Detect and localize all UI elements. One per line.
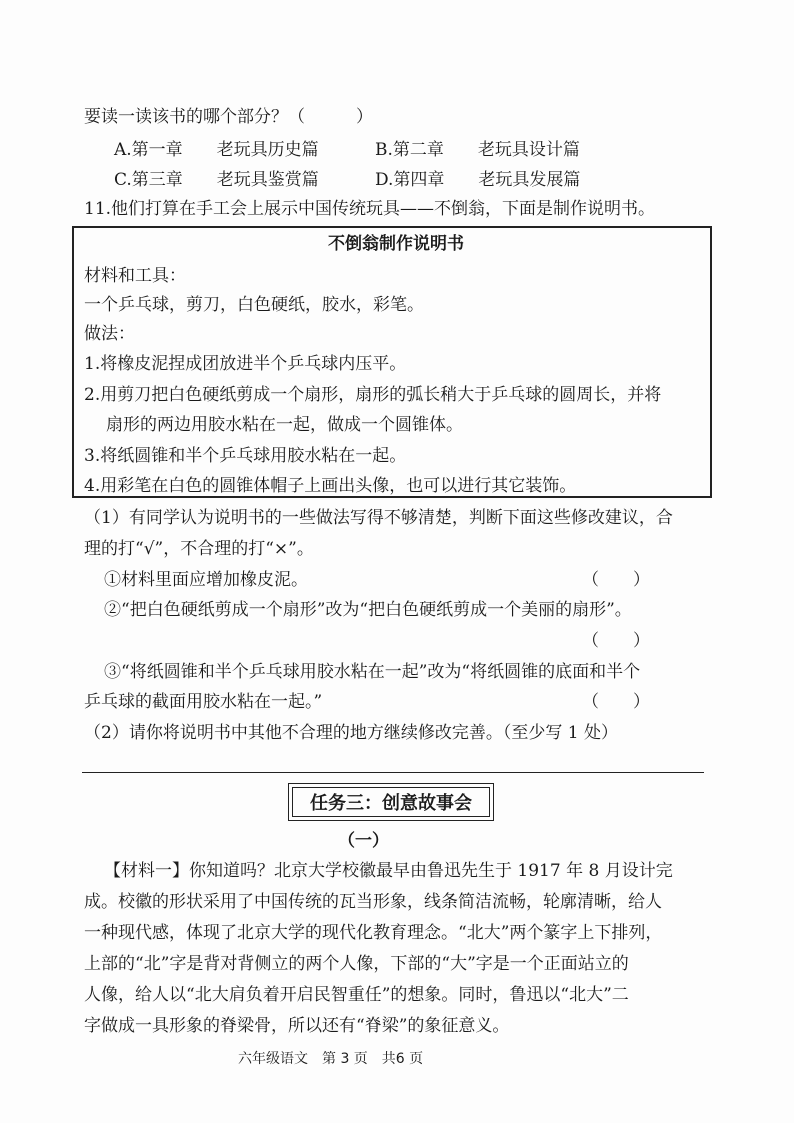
suggestion-2-answer-paren[interactable]: （ ） [582,631,650,651]
task3-title-box [288,783,494,821]
suggestion-3-line-1: ③“将纸圆锥和半个乒乓球用胶水粘在一起”改为“将纸圆锥的底面和半个 [104,662,641,682]
material1-line-5: 人像，给人以“北大肩负着开启民智重任”的想象。同时，鲁迅以“北大”二 [84,985,629,1005]
q11-stem: 11.他们打算在手工会上展示中国传统玩具——不倒翁，下面是制作说明书。 [84,199,656,219]
suggestion-1-answer-paren[interactable]: （ ） [582,570,650,590]
material1-line-3: 一种现代感，体现了北京大学的现代化教育理念。“北大”两个篆字上下排列， [84,923,663,943]
q10-option-b: B.第二章 老玩具设计篇 [375,140,580,160]
step-1: 1.将橡皮泥捏成团放进半个乒乓球内压平。 [84,354,407,374]
suggestion-1: ①材料里面应增加橡皮泥。 [104,570,308,590]
suggestion-3-line-2: 乒乓球的截面用胶水粘在一起。” [84,692,323,712]
materials-heading: 材料和工具： [84,266,186,286]
part2-prompt: （2）请你将说明书中其他不合理的地方继续修改完善。（至少写 1 处） [84,723,618,743]
suggestion-3-answer-paren[interactable]: （ ） [582,692,650,712]
step-4: 4.用彩笔在白色的圆锥体帽子上画出头像，也可以进行其它装饰。 [84,476,577,496]
instruction-box-title: 不倒翁制作说明书 [328,234,464,254]
part1-line-1: （1）有同学认为说明书的一些做法写得不够清楚，判断下面这些修改建议，合 [84,508,673,528]
step-2-line-1: 2.用剪刀把白色硬纸剪成一个扇形，扇形的弧长稍大于乒乓球的圆周长，并将 [84,385,662,405]
section-divider [82,772,704,773]
q10-stem-tail: 要读一读该书的哪个部分？（ ） [84,107,373,127]
q10-option-d: D.第四章 老玩具发展篇 [375,170,581,190]
part1-line-2: 理的打“√”，不合理的打“×”。 [84,539,314,559]
suggestion-2: ②“把白色硬纸剪成一个扇形”改为“把白色硬纸剪成一个美丽的扇形”。 [104,600,632,620]
material1-line-4: 上部的“北”字是背对背侧立的两个人像，下部的“大”字是一个正面站立的 [84,954,629,974]
material1-line-6: 字做成一具形象的脊梁骨，所以还有“脊梁”的象征意义。 [84,1016,510,1036]
material1-line-2: 成。校徽的形状采用了中国传统的瓦当形象，线条简洁流畅，轮廓清晰，给人 [84,892,662,912]
method-heading: 做法： [84,324,135,344]
materials-list: 一个乒乓球，剪刀，白色硬纸，胶水，彩笔。 [84,295,424,315]
page-footer: 六年级语文 第 3 页 共6 页 [238,1051,424,1067]
step-2-line-2: 扇形的两边用胶水粘在一起，做成一个圆锥体。 [106,415,463,435]
task3-title: 任务三：创意故事会 [292,787,490,817]
step-3: 3.将纸圆锥和半个乒乓球用胶水粘在一起。 [84,446,407,466]
q10-option-c: C.第三章 老玩具鉴赏篇 [114,170,319,190]
material1-line-1: 【材料一】你知道吗？北京大学校徽最早由鲁迅先生于 1917 年 8 月设计完 [104,861,673,881]
task3-section-label: （一） [338,831,389,851]
q10-option-a: A.第一章 老玩具历史篇 [114,140,319,160]
